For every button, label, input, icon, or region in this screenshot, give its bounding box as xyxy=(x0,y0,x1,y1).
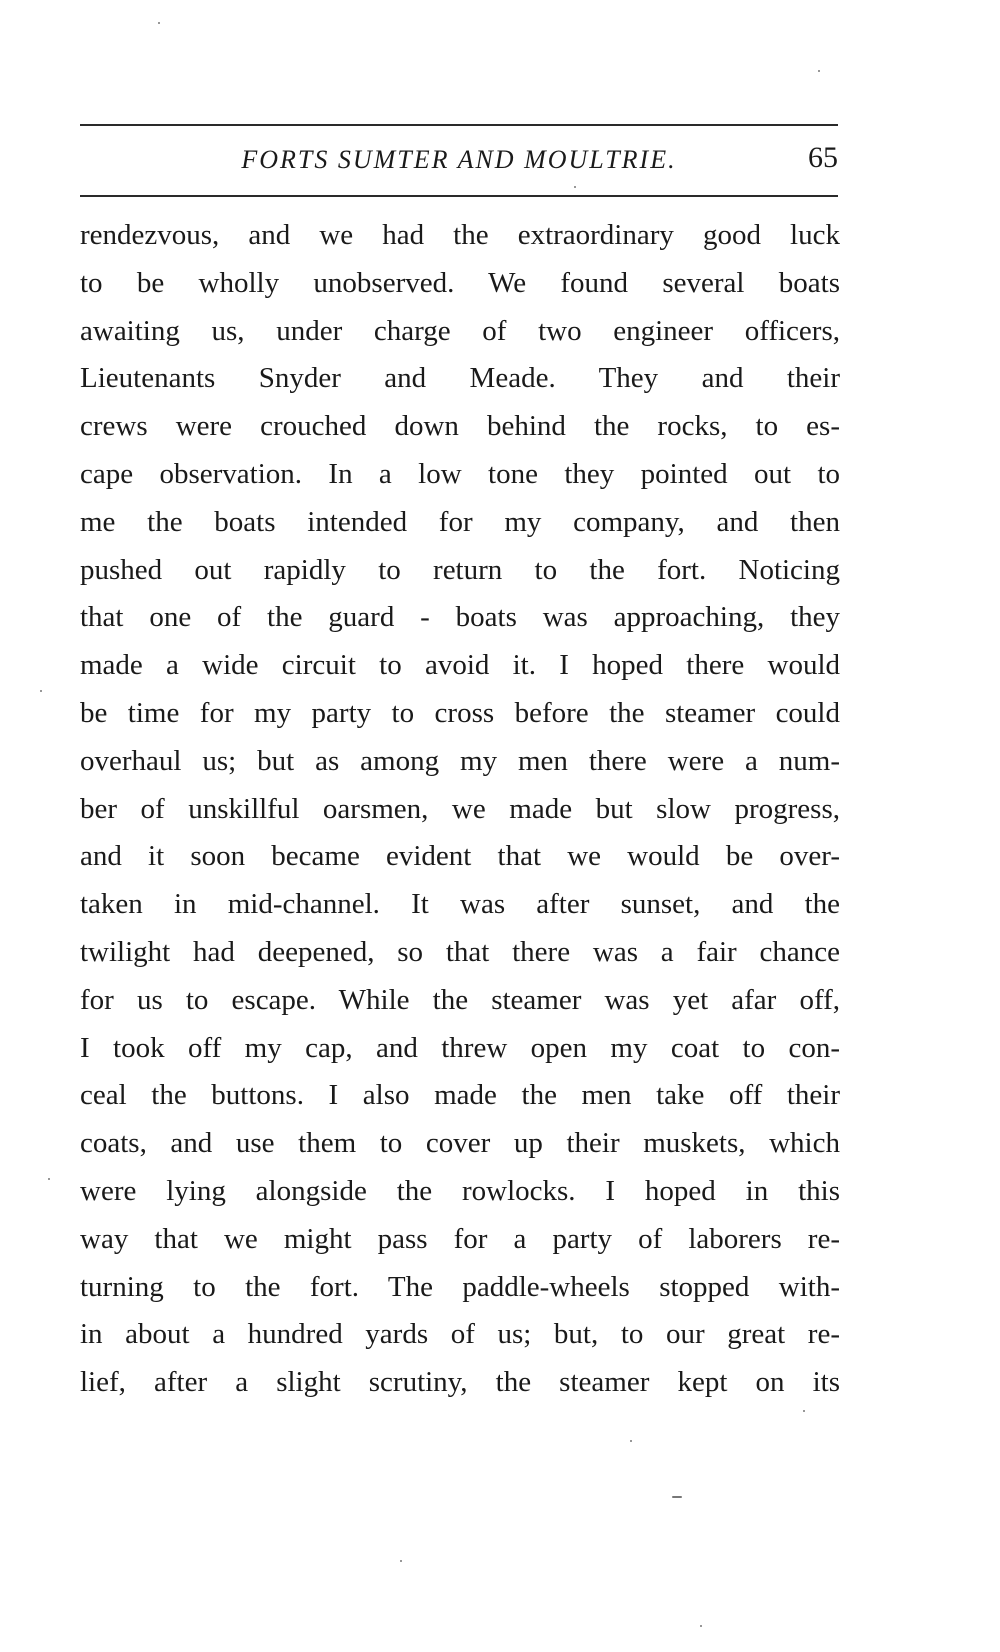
text-line: twilight had deepened, so that there was a fair chance xyxy=(80,935,840,968)
text-line: and it soon became evident that we would be over- xyxy=(80,840,840,873)
header-top-rule xyxy=(80,124,838,126)
paper-speck xyxy=(803,1410,805,1412)
text-line: made a wide circuit to avoid it. I hoped there would xyxy=(80,649,840,682)
text-line: that one of the guard - boats was approaching, they xyxy=(80,601,840,634)
text-line: crews were crouched down behind the rocks, to es- xyxy=(80,410,840,443)
page-number: 65 xyxy=(808,141,838,174)
text-line: I took off my cap, and threw open my coat to con- xyxy=(80,1031,840,1064)
paper-speck xyxy=(400,1560,402,1562)
paper-speck xyxy=(40,690,42,692)
text-line: ceal the buttons. I also made the men take off their xyxy=(80,1079,840,1112)
text-line: cape observation. In a low tone they pointed out to xyxy=(80,457,840,490)
paper-speck xyxy=(630,1440,632,1442)
body-text xyxy=(80,212,840,1407)
text-line: overhaul us; but as among my men there were a num- xyxy=(80,744,840,777)
text-line: Lieutenants Snyder and Meade. They and their xyxy=(80,362,840,395)
text-line: taken in mid-channel. It was after sunset, and the xyxy=(80,888,840,921)
paper-speck xyxy=(574,186,576,188)
text-line: ber of unskillful oarsmen, we made but slow progress, xyxy=(80,792,840,825)
text-line: lief, after a slight scrutiny, the steamer kept on its xyxy=(80,1366,840,1399)
paper-speck xyxy=(48,1178,50,1180)
text-line: awaiting us, under charge of two engineer officers, xyxy=(80,314,840,347)
text-line: to be wholly unobserved. We found several boats xyxy=(80,266,840,299)
paper-speck xyxy=(672,1496,682,1498)
header-bottom-rule xyxy=(80,195,838,197)
text-line: be time for my party to cross before the steamer could xyxy=(80,696,840,729)
text-line: were lying alongside the rowlocks. I hoped in this xyxy=(80,1174,840,1207)
text-line: pushed out rapidly to return to the fort. Noticing xyxy=(80,553,840,586)
paper-speck xyxy=(818,70,820,72)
paper-speck xyxy=(700,1625,702,1627)
paper-speck xyxy=(158,22,160,24)
text-line: me the boats intended for my company, and then xyxy=(80,505,840,538)
text-line: for us to escape. While the steamer was yet afar off, xyxy=(80,983,840,1016)
running-title: FORTS SUMTER AND MOULTRIE. xyxy=(241,145,677,174)
text-line: way that we might pass for a party of laborers re- xyxy=(80,1222,840,1255)
running-head xyxy=(80,140,838,184)
text-line: rendezvous, and we had the extraordinary good luck xyxy=(80,219,840,251)
text-line: turning to the fort. The paddle-wheels stopped with- xyxy=(80,1270,840,1303)
text-line: coats, and use them to cover up their muskets, which xyxy=(80,1127,840,1160)
text-line: in about a hundred yards of us; but, to our great re- xyxy=(80,1318,840,1351)
